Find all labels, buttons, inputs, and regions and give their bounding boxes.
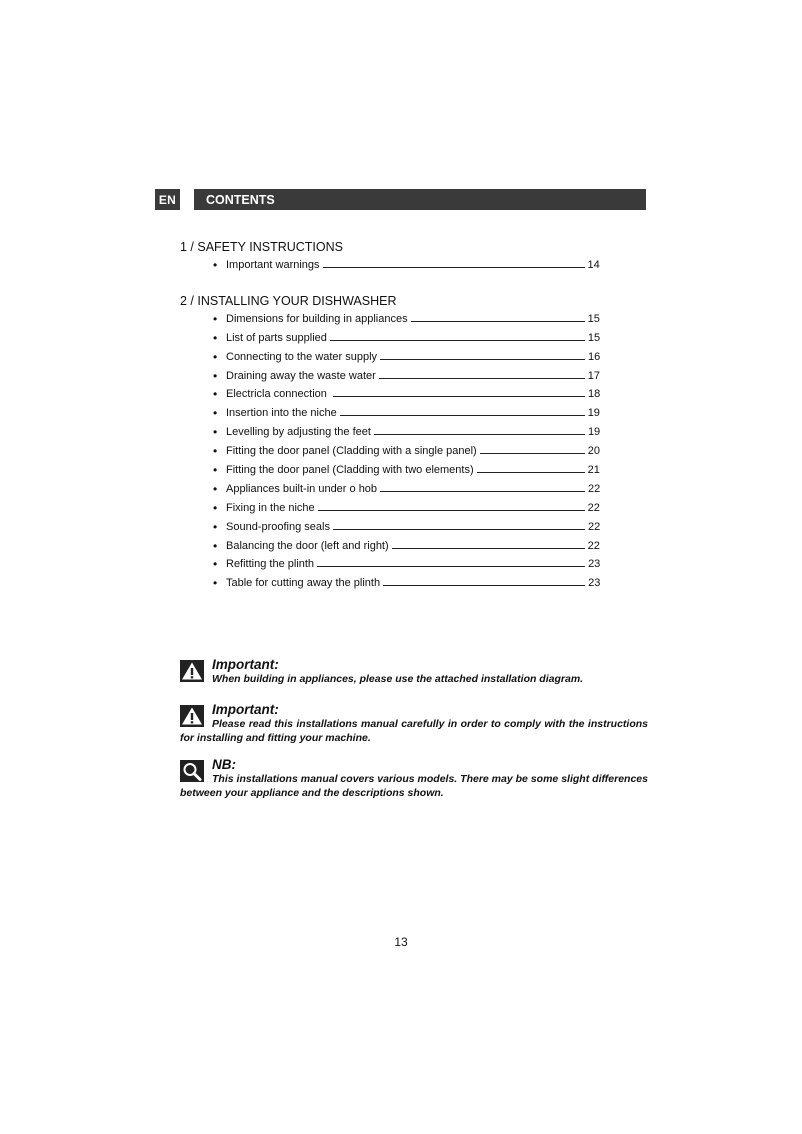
bullet-icon: • bbox=[213, 463, 218, 478]
notice-heading: NB: bbox=[212, 757, 236, 772]
toc-item[interactable] bbox=[180, 537, 620, 556]
safety-items bbox=[180, 256, 620, 275]
bullet-icon: • bbox=[213, 500, 218, 515]
bullet-icon: • bbox=[213, 557, 218, 572]
toc-item-page: 19 bbox=[587, 426, 601, 439]
bullet-icon: • bbox=[213, 311, 218, 326]
page-number: 13 bbox=[394, 935, 408, 949]
notice-heading: Important: bbox=[212, 657, 279, 672]
toc-item-page: 22 bbox=[587, 539, 600, 552]
dot-leader bbox=[323, 267, 585, 268]
warning-triangle-icon bbox=[180, 660, 204, 682]
toc-item-page: 22 bbox=[587, 520, 601, 533]
installing-items bbox=[180, 310, 620, 593]
bullet-icon: • bbox=[213, 258, 218, 272]
toc-item[interactable] bbox=[180, 404, 620, 423]
language-tag: EN bbox=[155, 189, 180, 210]
dot-leader bbox=[340, 415, 585, 416]
magnifier-icon bbox=[180, 760, 204, 782]
toc-item-page: 23 bbox=[588, 577, 601, 590]
dot-leader bbox=[380, 491, 585, 492]
toc-item-label: Appliances built-in under o hob bbox=[226, 482, 378, 495]
bullet-icon: • bbox=[213, 387, 218, 402]
toc-item[interactable] bbox=[180, 574, 620, 593]
toc-item-page: 15 bbox=[587, 331, 601, 344]
toc-item[interactable] bbox=[180, 310, 620, 329]
dot-leader bbox=[374, 434, 585, 435]
toc-item-label: Table for cutting away the plinth bbox=[226, 577, 381, 590]
toc-item-label: Dimensions for building in appliances bbox=[226, 312, 408, 325]
toc-item-page: 20 bbox=[587, 445, 600, 458]
toc-item[interactable] bbox=[180, 555, 620, 574]
toc-item[interactable] bbox=[180, 442, 620, 461]
dot-leader bbox=[392, 548, 585, 549]
toc-item[interactable] bbox=[180, 385, 620, 404]
toc-item-page: 14 bbox=[587, 259, 600, 271]
bullet-icon: • bbox=[213, 519, 218, 534]
toc-item-page: 18 bbox=[587, 388, 601, 401]
bullet-icon: • bbox=[213, 576, 218, 591]
toc-item-page: 21 bbox=[587, 464, 600, 477]
toc-item-page: 22 bbox=[587, 501, 600, 514]
bullet-icon: • bbox=[213, 444, 218, 459]
toc-item-label: Fitting the door panel (Cladding with two elements) bbox=[226, 464, 474, 477]
contents-title-bar bbox=[194, 189, 646, 210]
dot-leader bbox=[317, 566, 585, 567]
notice-text: When building in appliances, please use the attached installation diagram. bbox=[212, 673, 584, 685]
dot-leader bbox=[480, 453, 585, 454]
toc-item-page: 19 bbox=[587, 407, 600, 420]
bullet-icon: • bbox=[213, 481, 218, 496]
dot-leader bbox=[333, 396, 585, 397]
bullet-icon: • bbox=[213, 538, 218, 553]
toc-item[interactable] bbox=[180, 480, 620, 499]
toc-item-label: Draining away the waste water bbox=[226, 369, 376, 382]
toc-item-label: Balancing the door (left and right) bbox=[226, 539, 389, 552]
toc-item-label: List of parts supplied bbox=[226, 331, 327, 344]
bullet-icon: • bbox=[213, 349, 218, 364]
dot-leader bbox=[411, 321, 585, 322]
bullet-icon: • bbox=[213, 368, 218, 383]
notice-important-2 bbox=[180, 702, 648, 745]
toc-item[interactable] bbox=[180, 256, 620, 275]
warning-triangle-icon bbox=[180, 705, 204, 727]
dot-leader bbox=[330, 340, 585, 341]
toc-item-label: Electricla connection bbox=[226, 388, 330, 401]
section-title-safety: 1 / SAFETY INSTRUCTIONS bbox=[180, 240, 343, 254]
dot-leader bbox=[380, 359, 585, 360]
notice-important-1 bbox=[180, 657, 648, 686]
notice-nb bbox=[180, 757, 648, 800]
toc-item-page: 22 bbox=[588, 482, 601, 495]
bullet-icon: • bbox=[213, 425, 218, 440]
dot-leader bbox=[477, 472, 585, 473]
bullet-icon: • bbox=[213, 330, 218, 345]
bullet-icon: • bbox=[213, 406, 218, 421]
section-title-installing: 2 / INSTALLING YOUR DISHWASHER bbox=[180, 293, 397, 308]
dot-leader bbox=[333, 529, 585, 530]
toc-item-label: Refitting the plinth bbox=[226, 558, 315, 571]
toc-item[interactable] bbox=[180, 461, 620, 480]
toc-item-label: Insertion into the niche bbox=[226, 407, 337, 420]
table-of-contents bbox=[180, 238, 620, 593]
dot-leader bbox=[318, 510, 585, 511]
toc-item-page: 16 bbox=[588, 350, 601, 363]
toc-item[interactable] bbox=[180, 423, 620, 442]
page-title: CONTENTS bbox=[206, 192, 275, 207]
toc-item[interactable] bbox=[180, 518, 620, 537]
toc-item[interactable] bbox=[180, 499, 620, 518]
toc-item[interactable] bbox=[180, 367, 620, 386]
toc-item-label: Fixing in the niche bbox=[226, 501, 315, 514]
toc-item-label: Fitting the door panel (Cladding with a single panel) bbox=[226, 445, 477, 458]
notice-text: This installations manual covers various models. There may be some slight differences between your appliance and the descriptions shown. bbox=[180, 773, 648, 799]
toc-item[interactable] bbox=[180, 348, 620, 367]
toc-item-label: Sound-proofing seals bbox=[226, 520, 330, 533]
toc-item-label: Important warnings bbox=[226, 259, 320, 271]
dot-leader bbox=[383, 585, 585, 586]
toc-item-page: 23 bbox=[588, 558, 601, 571]
notice-text: Please read this installations manual carefully in order to comply with the instructions for installing and fitting your machine. bbox=[180, 718, 648, 744]
toc-item-label: Connecting to the water supply bbox=[226, 350, 378, 363]
toc-item-page: 15 bbox=[587, 312, 600, 325]
toc-item-label: Levelling by adjusting the feet bbox=[226, 426, 371, 439]
dot-leader bbox=[379, 378, 585, 379]
notice-heading: Important: bbox=[212, 702, 279, 717]
toc-item-page: 17 bbox=[587, 369, 601, 382]
toc-item[interactable] bbox=[180, 329, 620, 348]
